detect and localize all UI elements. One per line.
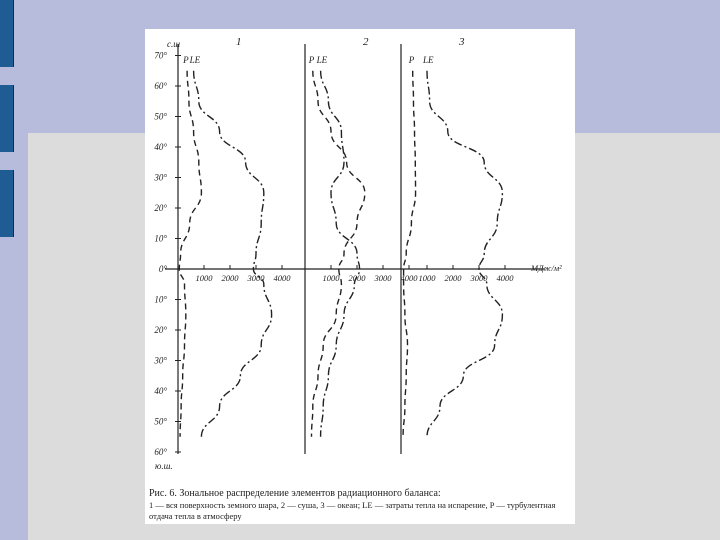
north-hemisphere-label: с.ш <box>167 39 181 49</box>
panel-label-1: 1 <box>236 36 242 48</box>
lat-tick-label: 0° <box>158 264 167 274</box>
x-tick-label: 3000 <box>470 273 488 283</box>
figure-caption <box>149 487 571 522</box>
lat-tick-label: 50° <box>154 416 167 427</box>
lat-tick-label: 70° <box>154 50 167 61</box>
x-tick-label: 1000 <box>322 273 340 283</box>
series-p-panel-1 <box>179 71 201 437</box>
series-label-le-panel-3: LE <box>423 54 434 65</box>
series-le-panel-2 <box>321 71 360 437</box>
x-tick-label: 2000 <box>221 273 239 283</box>
x-tick-label: 3000 <box>374 273 392 283</box>
lat-tick-label: 10° <box>154 233 167 244</box>
lat-tick-label: 10° <box>154 294 167 305</box>
lat-tick-label: 20° <box>154 203 167 213</box>
panel-label-3: 3 <box>459 36 465 48</box>
radiation-balance-chart <box>145 29 575 489</box>
x-tick-label: 3000 <box>247 273 265 283</box>
series-label-p-panel-2: P <box>308 54 315 65</box>
side-accent-bar-1 <box>0 0 14 67</box>
series-label-p-panel-1: P <box>183 54 189 65</box>
series-label-le-panel-1: LE <box>189 54 201 65</box>
lat-tick-label: 60° <box>154 81 167 91</box>
lat-tick-label: 20° <box>154 325 167 335</box>
series-le-panel-1 <box>194 71 272 437</box>
series-le-panel-3 <box>427 71 502 437</box>
lat-tick-label: 60° <box>154 447 167 457</box>
figure-card <box>145 29 575 524</box>
side-accent-bar-2 <box>0 85 14 152</box>
lat-tick-label: 30° <box>154 172 167 183</box>
caption-body: 1 — вся поверхность земного шара, 2 — суша, 3 — океан; LE — затраты тепла на испарение, P — турбулентная отдача тепла в атмосферу <box>149 500 556 521</box>
lat-tick-label: 40° <box>154 142 167 152</box>
south-hemisphere-label: ю.ш. <box>155 461 173 471</box>
unit-label: МДж/м² <box>531 263 562 273</box>
series-label-le-panel-2: LE <box>316 54 328 65</box>
side-accent-bar-3 <box>0 170 14 237</box>
caption-title: Рис. 6. Зональное распределение элементов радиационного баланса: <box>149 488 441 499</box>
x-tick-label: 4000 <box>400 273 418 283</box>
x-tick-label: 1000 <box>418 273 436 283</box>
lat-tick-label: 50° <box>154 111 167 122</box>
lat-tick-label: 30° <box>154 355 167 366</box>
lat-tick-label: 40° <box>154 386 167 396</box>
x-tick-label: 1000 <box>195 273 213 283</box>
series-p-panel-3 <box>403 71 415 437</box>
panel-label-2: 2 <box>363 36 369 48</box>
x-tick-label: 4000 <box>273 273 291 283</box>
x-tick-label: 2000 <box>444 273 462 283</box>
x-tick-label: 4000 <box>496 273 514 283</box>
x-tick-label: 2000 <box>348 273 366 283</box>
series-p-panel-2 <box>312 71 365 437</box>
series-label-p-panel-3: P <box>408 54 415 65</box>
